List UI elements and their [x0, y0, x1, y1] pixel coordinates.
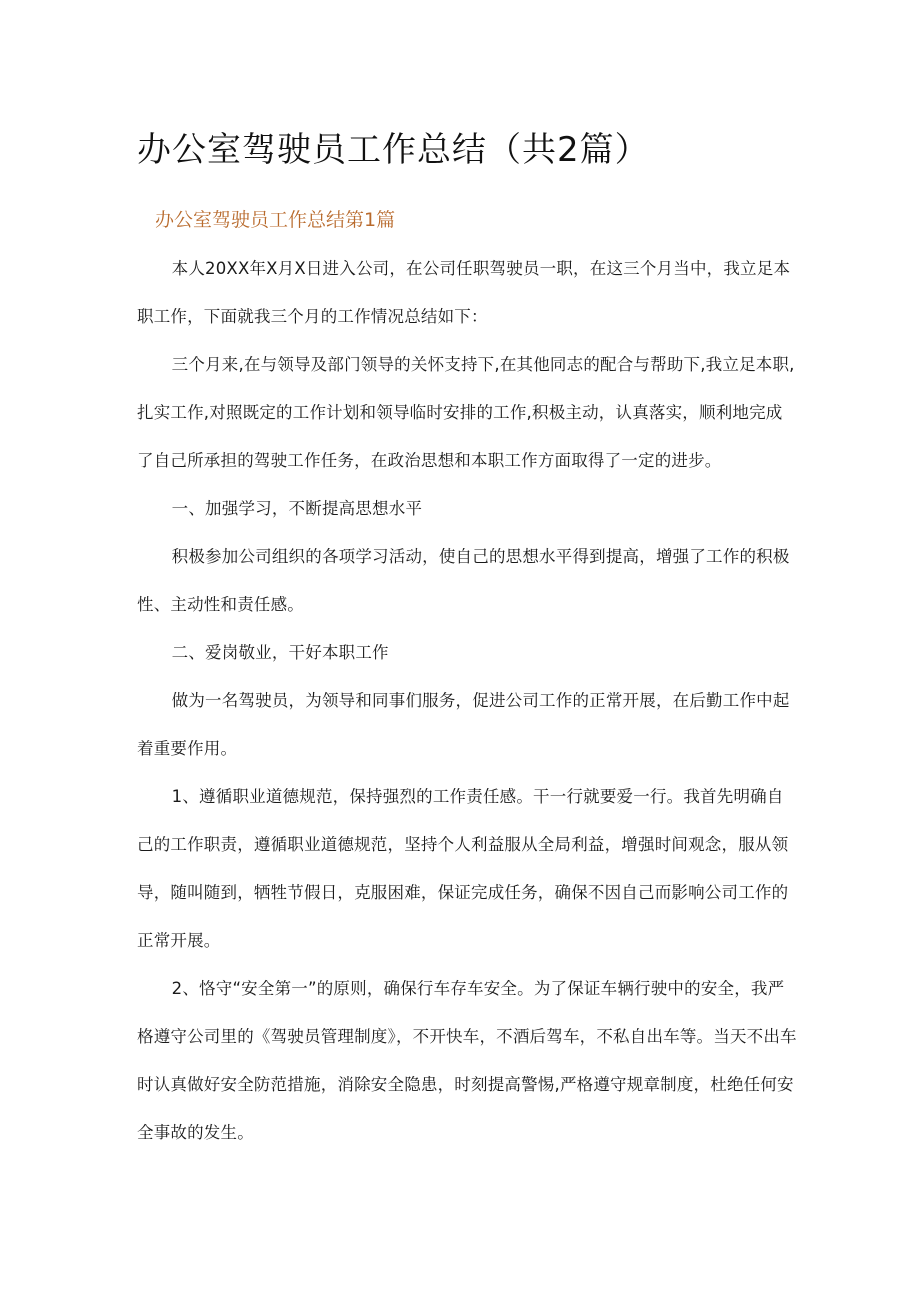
paragraph-summary: 三个月来,在与领导及部门领导的关怀支持下,在其他同志的配合与帮助下,我立足本职,扎实工作,对照既定的工作计划和领导临时安排的工作,积极主动，认真落实，顺利地完成了自己所承担的驾驶工作任务，在政治思想和本职工作方面取得了一定的进步。	[137, 355, 795, 470]
heading-dedication: 二、爱岗敬业，干好本职工作	[171, 643, 389, 662]
paragraph-dedication: 做为一名驾驶员，为领导和同事们服务，促进公司工作的正常开展，在后勤工作中起着重要作用。	[137, 691, 790, 758]
section-title: 办公室驾驶员工作总结第1篇	[155, 209, 396, 231]
paragraph-safety: 2、恪守“安全第一”的原则，确保行车存车安全。为了保证车辆行驶中的安全，我严格遵守公司里的《驾驶员管理制度》，不开快车，不酒后驾车，不私自出车等。当天不出车时认真做好安全防范措施，消除安全隐患，时刻提高警惕,严格遵守规章制度，杜绝任何安全事故的发生。	[137, 979, 797, 1142]
heading-study: 一、加强学习，不断提高思想水平	[171, 499, 423, 518]
paragraph-ethics: 1、遵循职业道德规范，保持强烈的工作责任感。干一行就要爱一行。我首先明确自己的工作职责，遵循职业道德规范，坚持个人利益服从全局利益，增强时间观念，服从领导，随叫随到，牺牲节假日，克服困难，保证完成任务，确保不因自己而影响公司工作的正常开展。	[137, 787, 789, 950]
paragraph-study: 积极参加公司组织的各项学习活动，使自己的思想水平得到提高，增强了工作的积极性、主动性和责任感。	[137, 547, 790, 614]
paragraph-intro: 本人20XX年X月X日进入公司，在公司任职驾驶员一职，在这三个月当中，我立足本职工作，下面就我三个月的工作情况总结如下：	[137, 259, 791, 326]
document-body	[137, 245, 797, 1157]
document-title: 办公室驾驶员工作总结（共2篇）	[137, 130, 650, 170]
